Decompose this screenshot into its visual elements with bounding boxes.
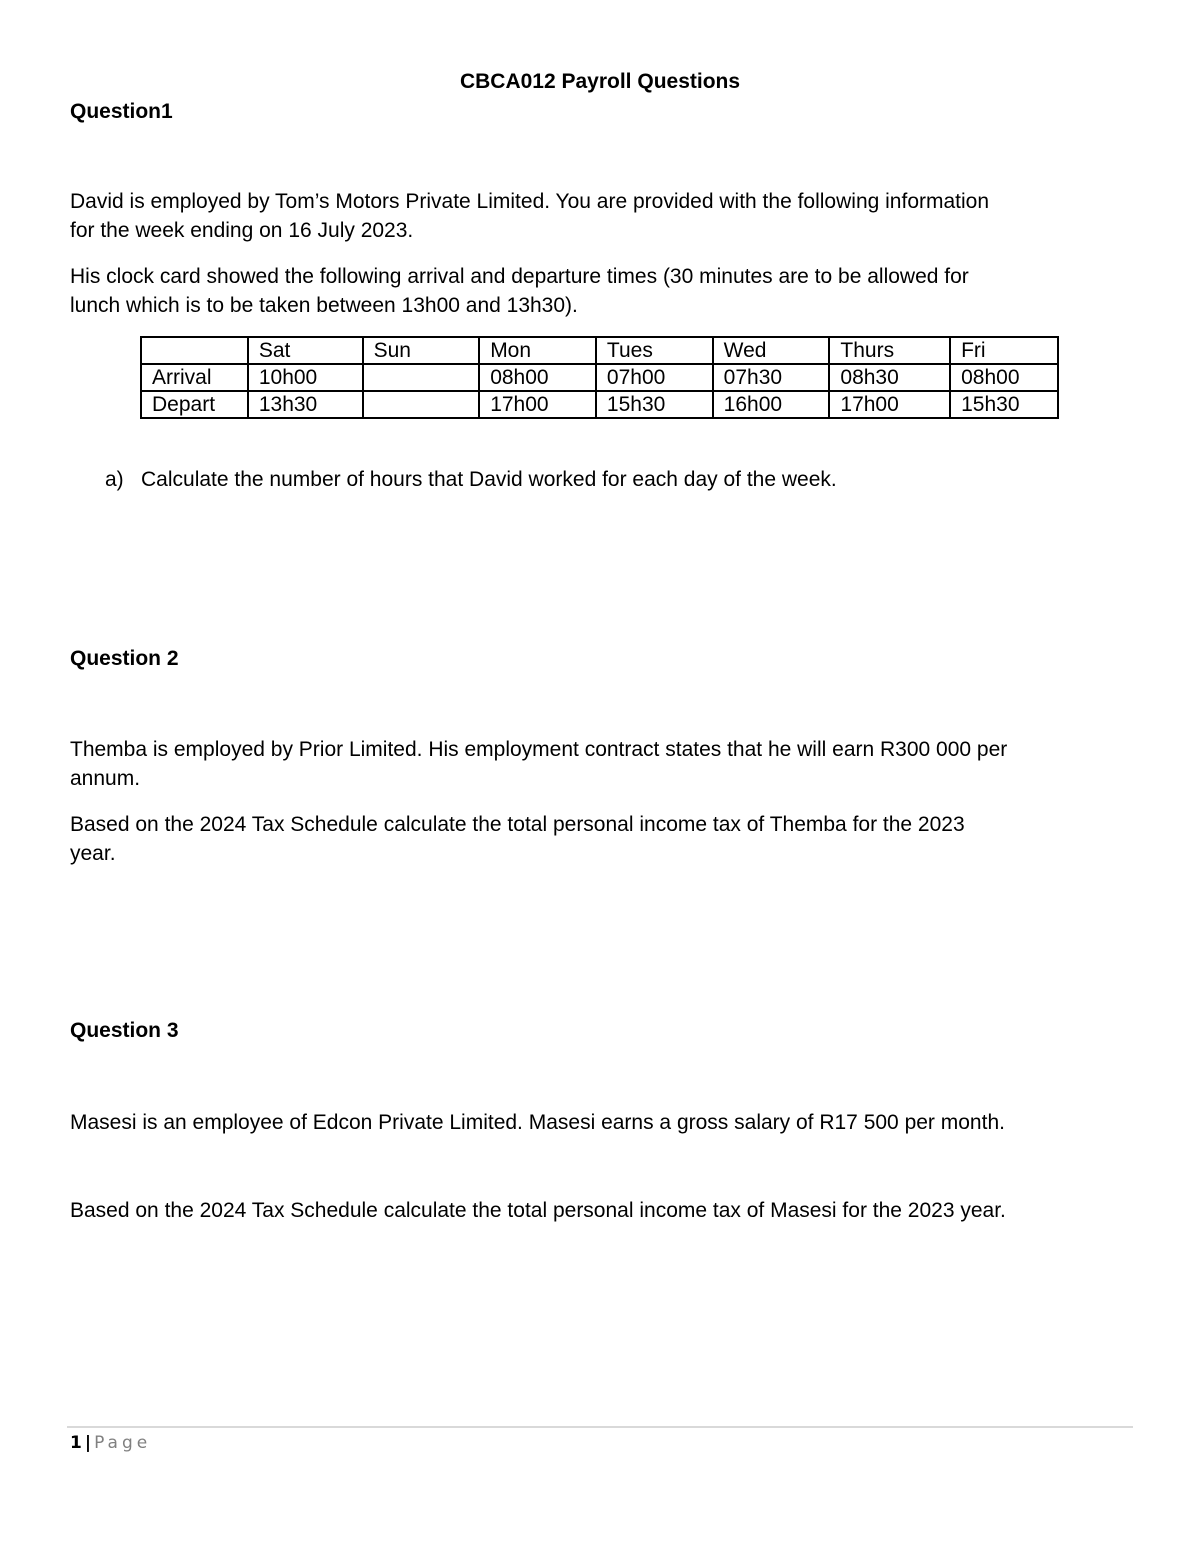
table-header-cell: Wed bbox=[713, 337, 830, 364]
question3-heading: Question 3 bbox=[70, 1019, 179, 1042]
question1-clock-line1: His clock card showed the following arrival and departure times (30 minutes are to be allowed for bbox=[70, 265, 969, 288]
question2-line4: year. bbox=[70, 842, 116, 865]
table-header-cell: Fri bbox=[950, 337, 1058, 364]
question3-text2 bbox=[70, 1196, 1140, 1225]
question1-heading: Question1 bbox=[70, 100, 173, 123]
table-cell: 13h30 bbox=[248, 391, 363, 418]
page-number: 1 bbox=[70, 1433, 82, 1453]
question3-line2: Based on the 2024 Tax Schedule calculate the total personal income tax of Masesi for the 2023 year. bbox=[70, 1199, 1006, 1222]
page-footer bbox=[70, 1433, 151, 1453]
table-cell: 08h00 bbox=[479, 364, 596, 391]
table-header-cell: Thurs bbox=[829, 337, 950, 364]
table-header-cell: Sat bbox=[248, 337, 363, 364]
footer-separator: | bbox=[84, 1433, 92, 1453]
table-cell: Depart bbox=[141, 391, 248, 418]
question1-intro-line2: for the week ending on 16 July 2023. bbox=[70, 219, 414, 242]
page-label: Page bbox=[94, 1433, 152, 1453]
clock-card-table bbox=[140, 336, 1059, 419]
table-header-cell: Mon bbox=[479, 337, 596, 364]
question1-clock-line2: lunch which is to be taken between 13h00 and 13h30). bbox=[70, 294, 578, 317]
table-cell: 07h00 bbox=[596, 364, 713, 391]
table-cell: 17h00 bbox=[829, 391, 950, 418]
table-row bbox=[141, 391, 1058, 418]
question1-clock-text bbox=[70, 262, 1140, 320]
question2-line1: Themba is employed by Prior Limited. His employment contract states that he will earn R300 000 per bbox=[70, 738, 1008, 761]
question3-text1 bbox=[70, 1108, 1140, 1137]
question3-line1: Masesi is an employee of Edcon Private Limited. Masesi earns a gross salary of R17 500 per month. bbox=[70, 1111, 1005, 1134]
table-cell: 07h30 bbox=[713, 364, 830, 391]
part-a-text: Calculate the number of hours that David worked for each day of the week. bbox=[141, 468, 837, 491]
footer-divider bbox=[67, 1426, 1133, 1428]
table-header-row bbox=[141, 337, 1058, 364]
question1-intro bbox=[70, 187, 1140, 245]
question1-part-a bbox=[105, 468, 837, 492]
table-cell: Arrival bbox=[141, 364, 248, 391]
table-cell: 17h00 bbox=[479, 391, 596, 418]
table-cell: 15h30 bbox=[596, 391, 713, 418]
table-cell: 08h00 bbox=[950, 364, 1058, 391]
table-header-cell bbox=[141, 337, 248, 364]
question1-intro-line1: David is employed by Tom’s Motors Private Limited. You are provided with the following information bbox=[70, 190, 990, 213]
table-row bbox=[141, 364, 1058, 391]
table-cell bbox=[363, 391, 480, 418]
table-cell bbox=[363, 364, 480, 391]
table-cell: 15h30 bbox=[950, 391, 1058, 418]
question2-text1 bbox=[70, 735, 1140, 793]
part-a-label: a) bbox=[105, 468, 124, 491]
table-header-cell: Tues bbox=[596, 337, 713, 364]
question2-line2: annum. bbox=[70, 767, 141, 790]
table-cell: 16h00 bbox=[713, 391, 830, 418]
question2-text2 bbox=[70, 810, 1140, 868]
question2-heading: Question 2 bbox=[70, 647, 179, 670]
document-title: CBCA012 Payroll Questions bbox=[459, 70, 741, 93]
table-cell: 08h30 bbox=[829, 364, 950, 391]
question2-line3: Based on the 2024 Tax Schedule calculate the total personal income tax of Themba for the 2023 bbox=[70, 813, 965, 836]
table-header-cell: Sun bbox=[363, 337, 480, 364]
table-cell: 10h00 bbox=[248, 364, 363, 391]
